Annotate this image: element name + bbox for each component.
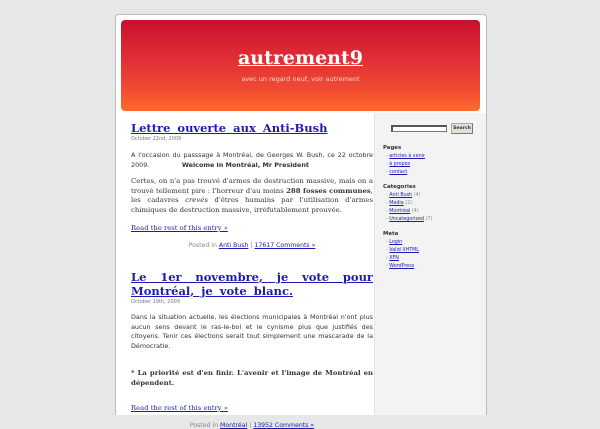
post-meta <box>131 422 373 429</box>
intro-bold: Welcome in Montréal, Mr President <box>181 160 309 169</box>
category-link-anti-bush[interactable]: Anti Bush <box>389 193 413 198</box>
pages-heading: Pages <box>383 145 402 151</box>
search-button[interactable]: Search <box>451 123 473 134</box>
category-item <box>386 192 432 200</box>
page-item <box>386 161 425 169</box>
post-title-link[interactable]: Lettre ouverte aux Anti-Bush <box>131 121 328 135</box>
post-date: October 22nd, 2009 <box>131 136 182 142</box>
category-link[interactable]: Montréal <box>220 422 248 429</box>
body-text: d'êtres humains par l'utilisation d'armes chimiques de destruction massive, irréfutablement prouvée. <box>131 196 373 214</box>
category-count: (4) <box>413 193 421 198</box>
meta-item <box>386 239 419 247</box>
meta-link-xfn[interactable]: XFN <box>389 256 399 261</box>
meta-link-login[interactable]: Login <box>389 240 403 245</box>
category-link-media[interactable]: Media <box>389 201 404 206</box>
categories-widget <box>383 184 432 224</box>
category-item <box>386 208 432 216</box>
categories-heading: Categories <box>383 184 416 190</box>
post-intro <box>131 151 373 170</box>
comments-link[interactable]: 17617 Comments » <box>254 242 316 249</box>
category-count: (2) <box>405 201 413 206</box>
site-title-link[interactable]: autrement9 <box>237 47 363 69</box>
meta-separator: | <box>249 422 252 429</box>
meta-widget <box>383 231 419 271</box>
post-meta <box>131 242 373 249</box>
post <box>131 121 373 249</box>
intro-text: A l'occasion du passsage à Montréal, de Georges W. Bush, ce 22 octobre 2009. <box>131 151 373 169</box>
post-body: Dans la situation actuelle, les élections municipales à Montréal n'ont plus aucun sens devant le ras-le-bol et le cynisme plus que justifiés des citoyens. Tenir ces élections serait tout simplement une mascarade de la Démocratie. <box>131 313 373 350</box>
main-content <box>131 121 373 429</box>
pages-widget <box>383 145 425 177</box>
page-link-articles[interactable]: articles à venir <box>389 154 425 159</box>
meta-item <box>386 247 419 255</box>
category-link-uncategorized[interactable]: Uncategorized <box>389 217 425 222</box>
category-count: (7) <box>425 217 433 222</box>
category-item <box>386 216 432 224</box>
search-input[interactable] <box>391 125 447 132</box>
category-link-montreal[interactable]: Montréal <box>389 209 411 214</box>
page-item <box>386 169 425 177</box>
body-bold: * La priorité est d'en finir. L'avenir et l'image de Montréal en dépendent. <box>131 369 373 387</box>
posted-in-label: Posted in <box>189 422 219 429</box>
meta-separator: | <box>250 242 253 249</box>
read-more-link[interactable]: Read the rest of this entry » <box>131 224 228 232</box>
body-italic: crevés <box>185 196 208 204</box>
site-header <box>121 20 480 111</box>
page-link-contact[interactable]: contact <box>389 170 408 175</box>
sidebar <box>374 113 486 415</box>
read-more-link[interactable]: Read the rest of this entry » <box>131 404 228 412</box>
meta-item <box>386 263 419 271</box>
category-count: (4) <box>411 209 419 214</box>
body-text: Certes, on n'a pas trouvé d'armes de destruction massive, mais on a trouvé tellement pire : l'horreur d'au moins <box>131 177 373 195</box>
category-link[interactable]: Anti Bush <box>218 242 249 249</box>
page-container <box>115 14 487 429</box>
posted-in-label: Posted in <box>188 242 217 249</box>
meta-item <box>386 255 419 263</box>
meta-link-wordpress[interactable]: WordPress <box>389 264 415 269</box>
post-body-bold <box>131 369 373 388</box>
post <box>131 270 373 429</box>
meta-link-xhtml[interactable]: Valid XHTML <box>389 248 419 253</box>
page-item <box>386 153 425 161</box>
post-date: October 19th, 2009 <box>131 299 180 305</box>
body-bold: 288 fosses communes <box>286 186 371 195</box>
meta-heading: Meta <box>383 231 399 237</box>
post-title-link[interactable]: Le 1er novembre, je vote pour Montréal, je vote blanc. <box>131 270 373 298</box>
post-body <box>131 177 373 215</box>
body-text: , les cadavres <box>131 186 373 204</box>
category-item <box>386 200 432 208</box>
page-link-a-propos[interactable]: à propos <box>389 162 411 167</box>
site-description: avec un regard neuf, voir autrement <box>241 75 360 83</box>
comments-link[interactable]: 13952 Comments » <box>253 422 315 429</box>
